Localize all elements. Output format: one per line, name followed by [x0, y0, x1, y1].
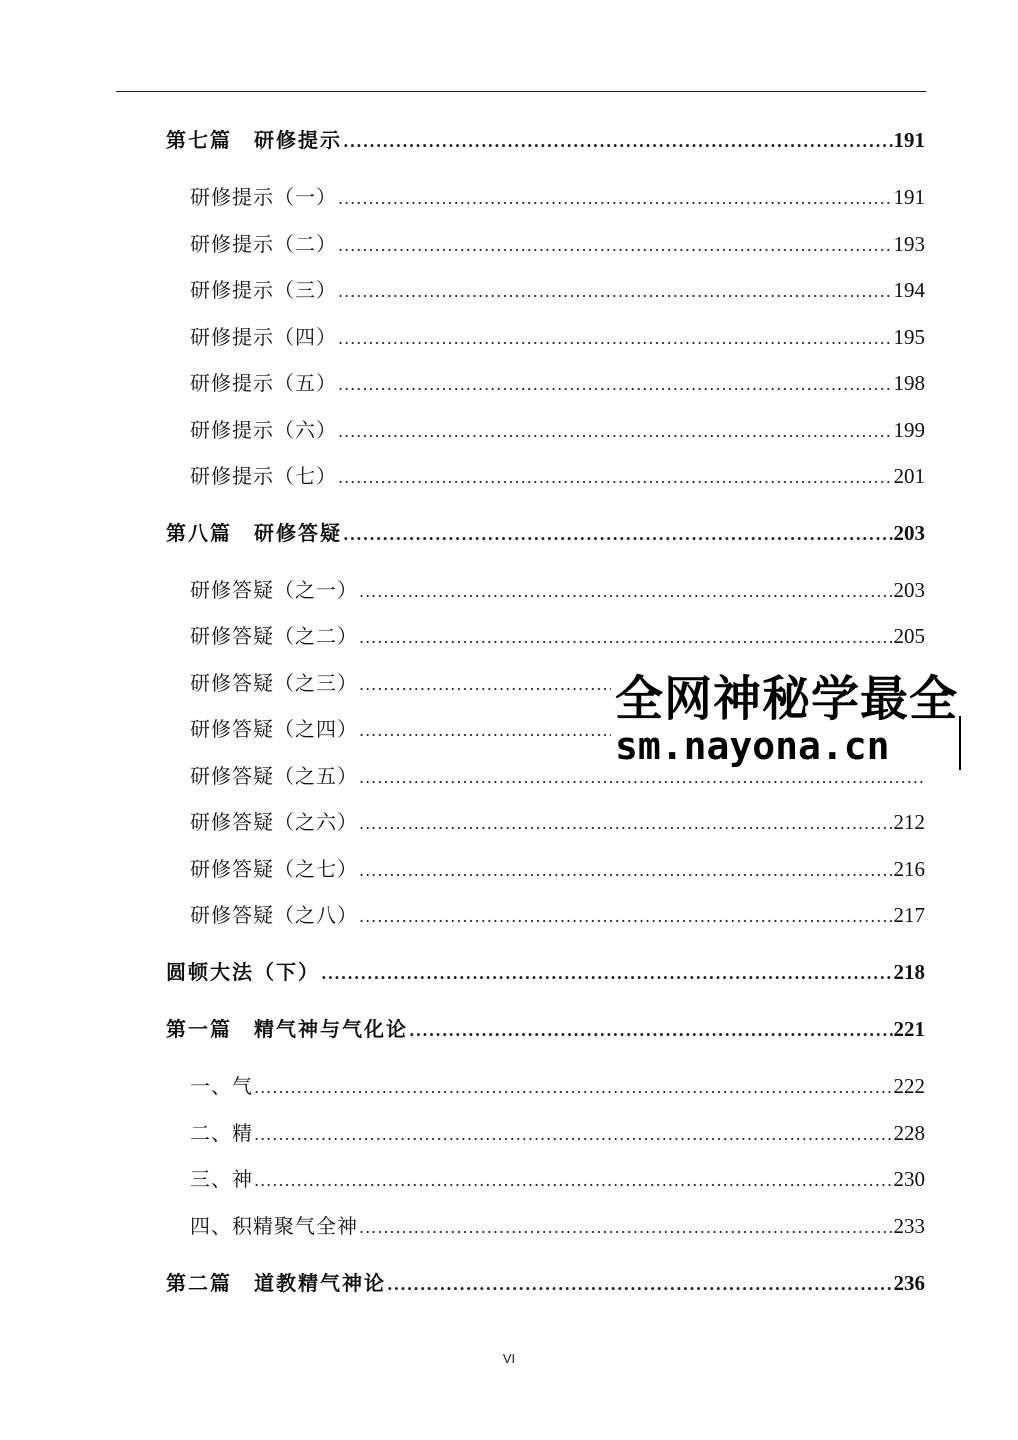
watermark-url: sm.nayona.cn — [615, 724, 890, 768]
dot-leader — [409, 1021, 893, 1040]
toc-entry[interactable] — [190, 414, 925, 446]
toc-entry-title: 第二篇 道教精气神论 — [166, 1271, 386, 1295]
dot-leader — [359, 582, 893, 601]
toc-section-entry[interactable] — [166, 1013, 925, 1045]
toc-section-entry[interactable] — [166, 517, 925, 549]
toc-entry-title: 研修提示（五） — [190, 371, 337, 395]
toc-page-number: 218 — [893, 960, 925, 984]
watermark-title: 全网神秘学最全 — [615, 671, 959, 727]
text-cursor — [959, 716, 961, 770]
dot-leader — [359, 628, 893, 647]
dot-leader — [338, 375, 893, 394]
toc-page-number: 199 — [893, 418, 925, 442]
toc-entry[interactable] — [190, 620, 925, 652]
page-number: VI — [502, 1351, 516, 1366]
toc-entry[interactable] — [190, 460, 925, 492]
dot-leader — [359, 1218, 893, 1237]
dot-leader — [359, 814, 893, 833]
toc-entry[interactable] — [190, 1210, 925, 1242]
toc-section-entry[interactable] — [166, 1267, 925, 1299]
toc-page-number: 203 — [893, 521, 925, 545]
dot-leader — [321, 964, 893, 983]
toc-entry-title: 研修答疑（之八） — [190, 903, 358, 927]
toc-entry-title: 二、精 — [190, 1121, 253, 1145]
toc-entry[interactable] — [190, 1117, 925, 1149]
toc-entry-title: 研修答疑（之四） — [190, 717, 358, 741]
toc-page-number: 233 — [893, 1214, 925, 1238]
toc-page-number: 198 — [893, 371, 925, 395]
toc-entry-title: 研修提示（一） — [190, 185, 337, 209]
dot-leader — [387, 1275, 893, 1294]
toc-page-number: 217 — [893, 903, 925, 927]
toc-page-number: 205 — [893, 624, 925, 648]
toc-entry-title: 第一篇 精气神与气化论 — [166, 1017, 408, 1041]
toc-page-number: 195 — [893, 325, 925, 349]
toc-page-number: 194 — [893, 278, 925, 302]
toc-entry[interactable] — [190, 228, 925, 260]
toc-section-entry[interactable] — [166, 956, 925, 988]
toc-entry[interactable] — [190, 321, 925, 353]
toc-entry-title: 研修提示（三） — [190, 278, 337, 302]
toc-entry-title: 研修提示（二） — [190, 232, 337, 256]
dot-leader — [254, 1125, 893, 1144]
dot-leader — [338, 422, 893, 441]
dot-leader — [359, 907, 893, 926]
toc-entry-title: 一、气 — [190, 1074, 253, 1098]
toc-entry[interactable] — [190, 274, 925, 306]
toc-entry-title: 研修答疑（之五） — [190, 764, 358, 788]
dot-leader — [359, 861, 893, 880]
toc-entry-title: 研修提示（六） — [190, 418, 337, 442]
toc-entry-title: 第八篇 研修答疑 — [166, 521, 342, 545]
toc-page-number: 191 — [893, 128, 925, 152]
toc-page-number: 216 — [893, 857, 925, 881]
toc-entry-title: 三、神 — [190, 1167, 253, 1191]
toc-entry[interactable] — [190, 574, 925, 606]
toc-entry-title: 研修提示（四） — [190, 325, 337, 349]
toc-section-entry[interactable] — [166, 124, 925, 156]
dot-leader — [254, 1171, 893, 1190]
toc-page-number: 203 — [893, 578, 925, 602]
toc-entry[interactable] — [190, 899, 925, 931]
toc-entry[interactable] — [190, 1163, 925, 1195]
toc-entry[interactable] — [190, 806, 925, 838]
toc-page-number: 228 — [893, 1121, 925, 1145]
dot-leader — [343, 132, 893, 151]
toc-entry-title: 研修答疑（之二） — [190, 624, 358, 648]
toc-page-number: 212 — [893, 810, 925, 834]
toc-entry-title: 研修答疑（之三） — [190, 671, 358, 695]
dot-leader — [254, 1078, 893, 1097]
dot-leader — [338, 189, 893, 208]
dot-leader — [338, 468, 893, 487]
toc-entry-title: 研修提示（七） — [190, 464, 337, 488]
toc-entry[interactable] — [190, 181, 925, 213]
toc-page-number: 191 — [893, 185, 925, 209]
toc-entry[interactable] — [190, 1070, 925, 1102]
toc-page-number: 222 — [893, 1074, 925, 1098]
toc-page-number: 230 — [893, 1167, 925, 1191]
toc-entry-title: 研修答疑（之六） — [190, 810, 358, 834]
toc-page-number: 221 — [893, 1017, 925, 1041]
toc-page-number: 201 — [893, 464, 925, 488]
watermark-overlay — [611, 658, 1018, 773]
dot-leader — [338, 329, 893, 348]
toc-entry-title: 四、积精聚气全神 — [190, 1214, 358, 1238]
toc-entry-title: 研修答疑（之一） — [190, 578, 358, 602]
toc-entry-title: 圆顿大法（下） — [166, 960, 320, 984]
dot-leader — [338, 282, 893, 301]
toc-entry-title: 第七篇 研修提示 — [166, 128, 342, 152]
dot-leader — [338, 236, 893, 255]
toc-page-number: 193 — [893, 232, 925, 256]
toc-entry[interactable] — [190, 367, 925, 399]
toc-entry[interactable] — [190, 853, 925, 885]
toc-entry-title: 研修答疑（之七） — [190, 857, 358, 881]
toc-page-number: 236 — [893, 1271, 925, 1295]
dot-leader — [343, 525, 893, 544]
